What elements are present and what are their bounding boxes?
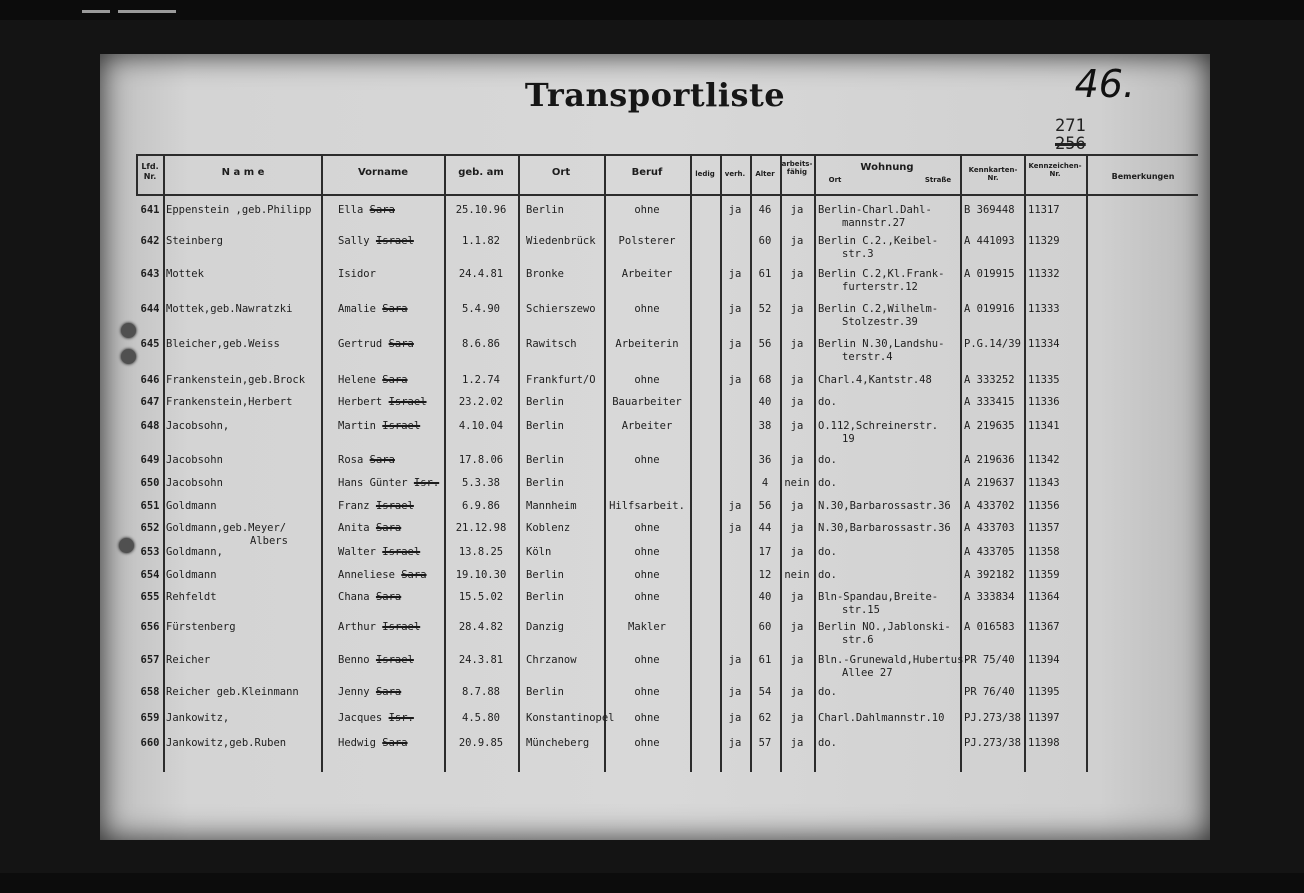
- table-cell-verh: ja: [728, 712, 742, 724]
- table-cell-beruf: ohne: [634, 737, 660, 749]
- table-cell-geb: 5.3.38: [462, 477, 500, 489]
- table-cell-wohnung: do.: [818, 477, 837, 489]
- table-cell-verh: ja: [728, 338, 742, 350]
- table-cell-ort: Berlin: [526, 686, 564, 698]
- table-cell-kk: A 019916: [964, 303, 1015, 315]
- table-cell-ort: Danzig: [526, 621, 564, 633]
- table-cell-vorname: Anneliese Sara: [338, 569, 427, 581]
- table-cell-beruf: Makler: [628, 621, 666, 633]
- header-name: N a m e: [221, 167, 265, 178]
- header-geb-am: geb. am: [458, 167, 504, 178]
- table-cell-geb: 23.2.02: [458, 396, 504, 408]
- table-cell-nr: 655: [140, 591, 160, 603]
- table-cell-wohnung-cont: Allee 27: [842, 667, 893, 679]
- table-cell-kz: 11336: [1028, 396, 1060, 408]
- table-cell-alter: 54: [758, 686, 772, 698]
- table-cell-geb: 6.9.86: [462, 500, 500, 512]
- table-cell-ort: Berlin: [526, 396, 564, 408]
- table-cell-beruf: Arbeiter: [621, 268, 673, 280]
- table-cell-af: nein: [784, 477, 810, 489]
- table-cell-nr: 659: [140, 712, 160, 724]
- film-border-top: [0, 0, 1304, 20]
- table-cell-kz: 11395: [1028, 686, 1060, 698]
- table-cell-ort: Bronke: [526, 268, 564, 280]
- table-cell-kk: PR 75/40: [964, 654, 1015, 666]
- col-rule: [321, 154, 323, 772]
- header-ort: Ort: [551, 167, 571, 178]
- table-cell-ort: Berlin: [526, 420, 564, 432]
- table-cell-wohnung: Berlin C.2.,Keibel-: [818, 235, 939, 247]
- table-cell-wohnung: Berlin C.2,Wilhelm-: [818, 303, 939, 315]
- table-cell-vorname: Benno Israel: [338, 654, 414, 666]
- table-cell-alter: 60: [758, 621, 772, 633]
- struck-forced-name: Israel: [375, 654, 414, 666]
- table-cell-wohnung: do.: [818, 546, 837, 558]
- struck-forced-name: Sara: [401, 569, 427, 581]
- table-cell-name: Frankenstein,Herbert: [166, 396, 293, 408]
- table-cell-geb: 21.12.98: [455, 522, 507, 534]
- header-ledig: ledig: [695, 170, 715, 178]
- table-cell-alter: 40: [758, 396, 772, 408]
- header-arbeitsfaehig: arbeits- fähig: [781, 160, 813, 177]
- table-cell-kz: 11398: [1028, 737, 1060, 749]
- page-number: 46.: [1074, 62, 1135, 106]
- table-cell-geb: 13.8.25: [458, 546, 504, 558]
- table-cell-kz: 11334: [1028, 338, 1060, 350]
- table-cell-wohnung: do.: [818, 686, 837, 698]
- table-cell-vorname: Ella Sara: [338, 204, 395, 216]
- table-cell-alter: 40: [758, 591, 772, 603]
- col-rule: [690, 154, 692, 772]
- table-cell-kk: A 433703: [964, 522, 1015, 534]
- table-cell-wohnung-cont: terstr.4: [842, 351, 893, 363]
- table-cell-beruf: Polsterer: [618, 235, 676, 247]
- table-cell-name: Rehfeldt: [166, 591, 217, 603]
- table-cell-ort: Frankfurt/O: [526, 374, 596, 386]
- table-cell-beruf: Hilfsarbeit.: [609, 500, 685, 512]
- table-cell-af: ja: [790, 621, 804, 633]
- table-cell-geb: 1.2.74: [462, 374, 500, 386]
- table-cell-name: Mottek: [166, 268, 204, 280]
- table-cell-af: ja: [790, 338, 804, 350]
- table-cell-kz: 11358: [1028, 546, 1060, 558]
- table-cell-nr: 647: [140, 396, 160, 408]
- table-cell-wohnung-cont: str.15: [842, 604, 880, 616]
- table-cell-alter: 4: [761, 477, 769, 489]
- table-cell-name: Mottek,geb.Nawratzki: [166, 303, 293, 315]
- punch-hole: [121, 349, 136, 364]
- table-cell-name: Reicher: [166, 654, 211, 666]
- struck-forced-name: Sara: [375, 686, 402, 698]
- table-cell-nr: 645: [140, 338, 160, 350]
- table-cell-alter: 38: [758, 420, 772, 432]
- table-cell-kk: PR 76/40: [964, 686, 1015, 698]
- table-cell-geb: 4.10.04: [458, 420, 504, 432]
- table-cell-kk: A 333834: [964, 591, 1015, 603]
- table-cell-alter: 56: [758, 338, 772, 350]
- table-cell-nr: 646: [140, 374, 160, 386]
- table-cell-kz: 11333: [1028, 303, 1060, 315]
- transport-list-sheet: [100, 54, 1210, 840]
- table-cell-kk: A 219635: [964, 420, 1015, 432]
- table-cell-kk: A 333252: [964, 374, 1015, 386]
- table-cell-beruf: ohne: [634, 303, 660, 315]
- struck-forced-name: Israel: [375, 235, 414, 247]
- table-cell-geb: 19.10.30: [455, 569, 507, 581]
- table-cell-kz: 11367: [1028, 621, 1060, 633]
- table-cell-ort: Köln: [526, 546, 552, 558]
- table-cell-name: Jacobsohn,: [166, 420, 230, 432]
- header-bemerkungen: Bemerkungen: [1111, 172, 1175, 181]
- table-cell-vorname: Gertrud Sara: [338, 338, 414, 350]
- table-cell-kz: 11341: [1028, 420, 1060, 432]
- table-cell-beruf: ohne: [634, 712, 660, 724]
- punch-hole: [119, 538, 134, 553]
- table-cell-ort: Konstantinopel: [526, 712, 615, 724]
- table-cell-verh: ja: [728, 522, 742, 534]
- table-cell-vorname: Rosa Sara: [338, 454, 395, 466]
- table-cell-nr: 642: [140, 235, 160, 247]
- struck-forced-name: Sara: [388, 338, 414, 350]
- table-cell-geb: 8.6.86: [462, 338, 500, 350]
- table-cell-verh: ja: [728, 303, 742, 315]
- table-cell-beruf: ohne: [634, 654, 660, 666]
- table-cell-beruf: Bauarbeiter: [612, 396, 682, 408]
- table-cell-af: ja: [790, 546, 804, 558]
- struck-forced-name: Sara: [382, 737, 408, 749]
- table-cell-beruf: ohne: [634, 686, 660, 698]
- header-lfd-nr: Lfd. Nr.: [141, 162, 159, 181]
- table-cell-geb: 20.9.85: [458, 737, 504, 749]
- table-cell-wohnung: O.112,Schreinerstr.: [818, 420, 939, 432]
- table-cell-vorname: Jenny Sara: [338, 686, 402, 698]
- table-cell-name: Reicher geb.Kleinmann: [166, 686, 299, 698]
- table-cell-beruf: Arbeiterin: [615, 338, 679, 350]
- table-cell-alter: 57: [758, 737, 772, 749]
- table-cell-wohnung: Berlin NO.,Jablonski-: [818, 621, 951, 633]
- header-top-rule: [136, 154, 1198, 156]
- struck-forced-name: Israel: [375, 500, 414, 512]
- table-cell-verh: ja: [728, 737, 742, 749]
- table-cell-af: ja: [790, 303, 804, 315]
- table-cell-vorname: Franz Israel: [338, 500, 414, 512]
- table-cell-kz: 11356: [1028, 500, 1060, 512]
- table-cell-alter: 44: [758, 522, 772, 534]
- table-cell-alter: 52: [758, 303, 772, 315]
- table-cell-wohnung-cont: str.6: [842, 634, 874, 646]
- table-cell-nr: 651: [140, 500, 160, 512]
- table-cell-name: Jankowitz,: [166, 712, 230, 724]
- table-cell-beruf: ohne: [634, 569, 660, 581]
- table-cell-kk: A 019915: [964, 268, 1015, 280]
- count-new: 271: [1055, 116, 1086, 136]
- table-cell-alter: 56: [758, 500, 772, 512]
- table-cell-ort: Müncheberg: [526, 737, 590, 749]
- table-cell-nr: 643: [140, 268, 160, 280]
- struck-forced-name: Sara: [382, 303, 408, 315]
- table-cell-vorname: Arthur Israel: [338, 621, 421, 633]
- table-cell-geb: 1.1.82: [462, 235, 500, 247]
- table-cell-beruf: ohne: [634, 522, 660, 534]
- table-cell-wohnung-cont: 19: [842, 433, 855, 445]
- table-cell-verh: ja: [728, 204, 742, 216]
- header-wohnung: Wohnung: [860, 162, 914, 173]
- table-cell-name: Fürstenberg: [166, 621, 236, 633]
- table-cell-geb: 17.8.06: [458, 454, 504, 466]
- table-cell-kk: A 392182: [964, 569, 1015, 581]
- table-cell-vorname: Walter Israel: [338, 546, 421, 558]
- table-cell-geb: 28.4.82: [458, 621, 504, 633]
- table-cell-beruf: ohne: [634, 454, 660, 466]
- table-cell-kz: 11359: [1028, 569, 1060, 581]
- table-cell-alter: 12: [758, 569, 772, 581]
- table-cell-geb: 5.4.90: [462, 303, 500, 315]
- table-cell-beruf: ohne: [634, 374, 660, 386]
- header-wohnung-strasse: Straße: [924, 176, 952, 184]
- table-cell-beruf: ohne: [634, 546, 660, 558]
- table-cell-beruf: Arbeiter: [621, 420, 673, 432]
- table-cell-wohnung: Berlin C.2,Kl.Frank-: [818, 268, 945, 280]
- table-cell-geb: 4.5.80: [462, 712, 500, 724]
- table-cell-ort: Rawitsch: [526, 338, 577, 350]
- table-cell-alter: 61: [758, 654, 772, 666]
- table-cell-af: nein: [784, 569, 810, 581]
- table-cell-af: ja: [790, 686, 804, 698]
- table-cell-verh: ja: [728, 268, 742, 280]
- table-cell-af: ja: [790, 454, 804, 466]
- table-cell-kz: 11357: [1028, 522, 1060, 534]
- col-rule: [136, 154, 138, 194]
- table-cell-beruf: ohne: [634, 204, 660, 216]
- table-cell-kz: 11332: [1028, 268, 1060, 280]
- table-cell-geb: 25.10.96: [455, 204, 507, 216]
- table-cell-alter: 61: [758, 268, 772, 280]
- header-vorname: Vorname: [357, 167, 409, 178]
- table-cell-wohnung-cont: str.3: [842, 248, 874, 260]
- table-cell-wohnung: Charl.4,Kantstr.48: [818, 374, 932, 386]
- table-cell-kz: 11342: [1028, 454, 1060, 466]
- struck-forced-name: Isr.: [388, 712, 414, 724]
- header-bottom-rule: [136, 194, 1198, 196]
- col-rule: [1086, 154, 1088, 772]
- table-cell-kz: 11317: [1028, 204, 1060, 216]
- table-cell-wohnung: N.30,Barbarossastr.36: [818, 522, 951, 534]
- table-cell-vorname: Herbert Israel: [338, 396, 427, 408]
- struck-forced-name: Israel: [382, 621, 421, 633]
- table-cell-kk: A 441093: [964, 235, 1015, 247]
- table-cell-kk: A 219637: [964, 477, 1015, 489]
- table-cell-vorname: Hedwig Sara: [338, 737, 408, 749]
- table-cell-af: ja: [790, 712, 804, 724]
- header-wohnung-ort: Ort: [828, 176, 842, 184]
- table-cell-nr: 650: [140, 477, 160, 489]
- struck-forced-name: Sara: [375, 591, 402, 603]
- table-cell-wohnung: N.30,Barbarossastr.36: [818, 500, 951, 512]
- table-cell-alter: 60: [758, 235, 772, 247]
- table-cell-ort: Berlin: [526, 591, 564, 603]
- table-cell-kz: 11394: [1028, 654, 1060, 666]
- table-cell-nr: 649: [140, 454, 160, 466]
- struck-forced-name: Sara: [382, 374, 408, 386]
- struck-forced-name: Israel: [382, 546, 421, 558]
- table-cell-name: Goldmann,: [166, 546, 223, 558]
- table-cell-verh: ja: [728, 500, 742, 512]
- table-cell-wohnung-cont: mannstr.27: [842, 217, 906, 229]
- table-cell-wohnung: Bln-Spandau,Breite-: [818, 591, 939, 603]
- table-cell-af: ja: [790, 235, 804, 247]
- header-kennkarten: Kennkarten- Nr.: [968, 166, 1018, 183]
- table-cell-name: Goldmann: [166, 569, 217, 581]
- table-cell-wohnung: do.: [818, 569, 837, 581]
- col-rule: [720, 154, 722, 772]
- table-cell-kz: 11397: [1028, 712, 1060, 724]
- table-cell-alter: 17: [758, 546, 772, 558]
- table-cell-vorname: Helene Sara: [338, 374, 408, 386]
- table-cell-beruf: ohne: [634, 591, 660, 603]
- table-cell-kk: A 016583: [964, 621, 1015, 633]
- table-cell-wohnung-cont: Stolzestr.39: [842, 316, 918, 328]
- table-cell-geb: 8.7.88: [462, 686, 500, 698]
- table-cell-nr: 652: [140, 522, 160, 534]
- table-cell-ort: Chrzanow: [526, 654, 577, 666]
- table-cell-nr: 654: [140, 569, 160, 581]
- table-cell-nr: 657: [140, 654, 160, 666]
- film-border-bottom: [0, 873, 1304, 893]
- table-cell-alter: 68: [758, 374, 772, 386]
- table-cell-nr: 644: [140, 303, 160, 315]
- table-cell-wohnung: Bln.-Grunewald,Hubertus-: [818, 654, 970, 666]
- struck-forced-name: Sara: [369, 204, 395, 216]
- struck-forced-name: Isr.: [413, 477, 440, 489]
- table-cell-geb: 15.5.02: [458, 591, 504, 603]
- table-cell-name: Eppenstein ,geb.Philipp: [166, 204, 312, 216]
- table-cell-wohnung: Berlin-Charl.Dahl-: [818, 204, 932, 216]
- table-cell-af: ja: [790, 268, 804, 280]
- table-cell-kz: 11335: [1028, 374, 1060, 386]
- table-cell-kk: A 333415: [964, 396, 1015, 408]
- header-beruf: Beruf: [631, 167, 663, 178]
- table-cell-kz: 11343: [1028, 477, 1060, 489]
- table-cell-name: Goldmann,geb.Meyer/: [166, 522, 287, 534]
- table-cell-name: Frankenstein,geb.Brock: [166, 374, 306, 386]
- header-verh: verh.: [724, 170, 746, 178]
- table-cell-vorname: Sally Israel: [338, 235, 414, 247]
- table-cell-kz: 11329: [1028, 235, 1060, 247]
- table-cell-kk: A 433702: [964, 500, 1015, 512]
- table-cell-wohnung: Charl.Dahlmannstr.10: [818, 712, 945, 724]
- table-cell-af: ja: [790, 500, 804, 512]
- table-cell-kk: P.G.14/39: [964, 338, 1021, 350]
- table-cell-verh: ja: [728, 654, 742, 666]
- table-cell-kk: B 369448: [964, 204, 1015, 216]
- table-cell-af: ja: [790, 522, 804, 534]
- table-cell-verh: ja: [728, 686, 742, 698]
- header-kennzeichen: Kennzeichen- Nr.: [1028, 162, 1082, 179]
- table-cell-wohnung: Berlin N.30,Landshu-: [818, 338, 945, 350]
- col-rule: [814, 154, 816, 772]
- table-cell-kk: PJ.273/38: [964, 737, 1021, 749]
- table-cell-verh: ja: [728, 374, 742, 386]
- table-cell-af: ja: [790, 374, 804, 386]
- table-cell-alter: 62: [758, 712, 772, 724]
- table-cell-wohnung: do.: [818, 396, 837, 408]
- table-cell-nr: 653: [140, 546, 160, 558]
- table-cell-af: ja: [790, 654, 804, 666]
- table-cell-wohnung: do.: [818, 454, 837, 466]
- table-cell-ort: Wiedenbrück: [526, 235, 596, 247]
- count-old-struck: 256: [1055, 134, 1086, 154]
- table-cell-name: Jacobsohn: [166, 477, 223, 489]
- table-cell-nr: 641: [140, 204, 160, 216]
- table-cell-name: Jacobsohn: [166, 454, 223, 466]
- table-cell-af: ja: [790, 204, 804, 216]
- table-cell-name: Jankowitz,geb.Ruben: [166, 737, 287, 749]
- struck-forced-name: Israel: [382, 420, 421, 432]
- table-cell-geb: 24.3.81: [458, 654, 504, 666]
- table-cell-ort: Mannheim: [526, 500, 577, 512]
- table-cell-kz: 11364: [1028, 591, 1060, 603]
- table-cell-ort: Berlin: [526, 477, 564, 489]
- table-cell-wohnung: do.: [818, 737, 837, 749]
- table-cell-ort: Berlin: [526, 569, 564, 581]
- table-cell-af: ja: [790, 420, 804, 432]
- table-cell-kk: A 433705: [964, 546, 1015, 558]
- table-cell-nr: 656: [140, 621, 160, 633]
- page-title: Transportliste: [524, 76, 786, 114]
- table-cell-alter: 46: [758, 204, 772, 216]
- table-cell-af: ja: [790, 396, 804, 408]
- table-cell-alter: 36: [758, 454, 772, 466]
- table-cell-af: ja: [790, 737, 804, 749]
- table-cell-vorname: Chana Sara: [338, 591, 402, 603]
- table-cell-name: Goldmann: [166, 500, 217, 512]
- table-cell-ort: Berlin: [526, 454, 564, 466]
- table-cell-nr: 658: [140, 686, 160, 698]
- table-cell-geb: 24.4.81: [458, 268, 504, 280]
- table-cell-af: ja: [790, 591, 804, 603]
- table-cell-vorname: Amalie Sara: [338, 303, 408, 315]
- table-cell-nr: 648: [140, 420, 160, 432]
- table-cell-vorname: Hans Günter Isr.: [338, 477, 440, 489]
- table-cell-kk: A 219636: [964, 454, 1015, 466]
- table-cell-vorname: Martin Israel: [338, 420, 421, 432]
- table-cell-wohnung-cont: furterstr.12: [842, 281, 918, 293]
- struck-forced-name: Israel: [388, 396, 427, 408]
- table-cell-ort: Koblenz: [526, 522, 571, 534]
- table-cell-name-cont: Albers: [250, 535, 288, 547]
- table-cell-vorname: Jacques Isr.: [338, 712, 414, 724]
- struck-forced-name: Sara: [375, 522, 402, 534]
- col-rule: [518, 154, 520, 772]
- table-cell-ort: Berlin: [526, 204, 564, 216]
- table-cell-vorname: Isidor: [338, 268, 376, 280]
- table-cell-vorname: Anita Sara: [338, 522, 402, 534]
- header-alter: Alter: [755, 170, 775, 178]
- table-cell-name: Bleicher,geb.Weiss: [166, 338, 280, 350]
- table-cell-kk: PJ.273/38: [964, 712, 1021, 724]
- table-cell-name: Steinberg: [166, 235, 223, 247]
- table-cell-ort: Schierszewo: [526, 303, 596, 315]
- punch-hole: [121, 323, 136, 338]
- struck-forced-name: Sara: [369, 454, 395, 466]
- table-cell-nr: 660: [140, 737, 160, 749]
